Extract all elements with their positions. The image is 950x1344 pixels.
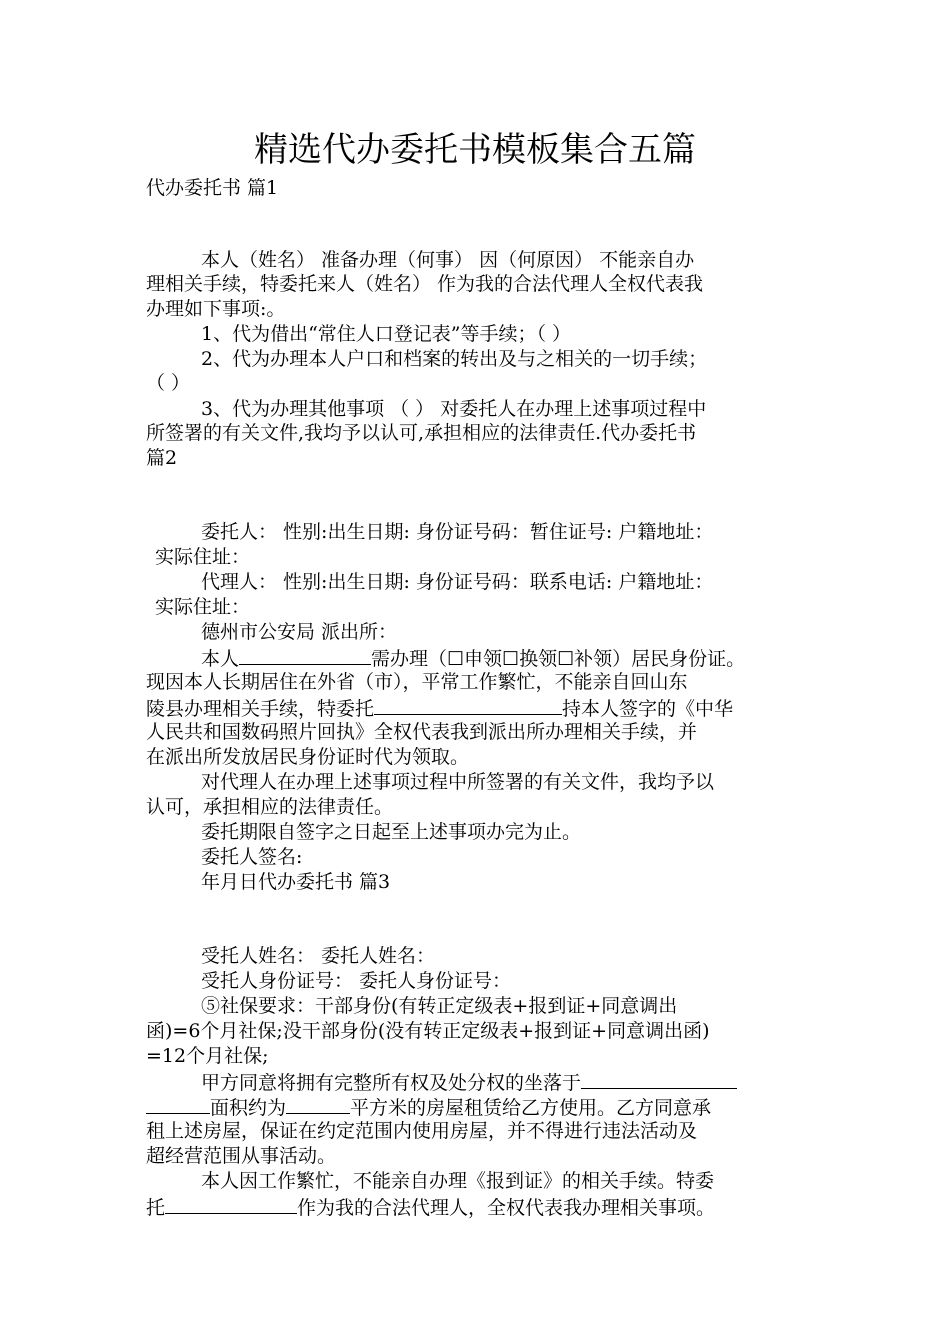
paragraph-line: 所签署的有关文件,我均予以认可,承担相应的法律责任.代办委托书	[146, 422, 697, 444]
list-item-continuation: （ ）	[146, 372, 191, 394]
paragraph-line: 对代理人在办理上述事项过程中所签署的有关文件，我均予以	[201, 771, 715, 793]
blank-underline	[239, 645, 371, 665]
paragraph-line	[146, 1194, 826, 1220]
paragraph-line: =12个月社保;	[146, 1045, 269, 1067]
paragraph-line: 超经营范围从事活动。	[146, 1145, 337, 1167]
text-run: 需办理（☐申领☐换领☐补领）居民身份证。	[371, 648, 746, 670]
paragraph-line: 委托期限自签字之日起至上述事项办完为止。	[201, 821, 582, 843]
document-title: 精选代办委托书模板集合五篇	[254, 130, 696, 170]
addressee-line: 德州市公安局 派出所：	[201, 621, 398, 643]
paragraph-line: 在派出所发放居民身份证时代为领取。	[146, 746, 470, 768]
form-field-line: 委托人： 性别:出生日期: 身份证号码：暂住证号: 户籍地址：	[201, 521, 714, 543]
paragraph-line: 理相关手续，特委托来人（姓名） 作为我的合法代理人全权代表我	[146, 273, 704, 295]
paragraph-line: 现因本人长期居住在外省（市），平常工作繁忙，不能亲自回山东	[146, 671, 688, 693]
text-run: 持本人签字的《中华	[562, 698, 734, 720]
form-field-line: 代理人： 性别:出生日期: 身份证号码：联系电话: 户籍地址：	[201, 571, 714, 593]
blank-underline	[165, 1194, 297, 1214]
text-run: 作为我的合法代理人，全权代表我办理相关事项。	[297, 1197, 716, 1219]
text-run: 陵县办理相关手续，特委托	[146, 698, 375, 720]
text-run: 本人	[201, 648, 240, 670]
list-item: 2、代为办理本人户口和档案的转出及与之相关的一切手续；	[201, 348, 708, 370]
paragraph-line: 本人因工作繁忙，不能亲自办理《报到证》的相关手续。特委	[201, 1170, 715, 1192]
list-item: 1、代为借出“常住人口登记表”等手续；（ ）	[201, 323, 572, 345]
paragraph-line	[146, 1069, 826, 1095]
paragraph-line	[146, 1094, 826, 1120]
blank-underline	[581, 1069, 737, 1089]
form-field-line: 受托人姓名： 委托人姓名：	[201, 945, 436, 967]
paragraph-line: 人民共和国数码照片回执》全权代表我到派出所办理相关手续，并	[146, 721, 698, 743]
section-heading-1: 代办委托书 篇1	[146, 177, 279, 199]
blank-underline	[286, 1094, 350, 1114]
text-run: 托	[146, 1197, 166, 1219]
list-item: 3、代为办理其他事项 （ ） 对委托人在办理上述事项过程中	[201, 398, 707, 420]
text-run: 甲方同意将拥有完整所有权及处分权的坐落于	[201, 1072, 582, 1094]
form-field-line: 实际住址：	[155, 546, 251, 568]
section-heading-2: 篇2	[146, 447, 178, 469]
paragraph-line: ⑤社保要求：干部身份(有转正定级表+报到证+同意调出	[201, 995, 678, 1017]
form-field-line: 受托人身份证号： 委托人身份证号：	[201, 970, 512, 992]
text-run: 面积约为	[210, 1097, 287, 1119]
paragraph-line	[146, 645, 826, 671]
paragraph-line: 函)=6个月社保;没干部身份(没有转正定级表+报到证+同意调出函)	[146, 1020, 710, 1042]
blank-underline	[374, 695, 562, 715]
text-run: 平方米的房屋租赁给乙方使用。乙方同意承	[350, 1097, 712, 1119]
form-field-line: 实际住址：	[155, 596, 251, 618]
signature-line: 委托人签名:	[201, 846, 303, 868]
paragraph-line: 本人（姓名） 准备办理（何事） 因（何原因） 不能亲自办	[201, 249, 695, 271]
paragraph-line: 租上述房屋，保证在约定范围内使用房屋，并不得进行违法活动及	[146, 1120, 698, 1142]
paragraph-line: 办理如下事项:。	[146, 298, 286, 320]
paragraph-line: 认可，承担相应的法律责任。	[146, 796, 394, 818]
section-heading-3: 年月日代办委托书 篇3	[201, 871, 391, 893]
blank-underline	[146, 1094, 210, 1114]
paragraph-line	[146, 695, 826, 721]
